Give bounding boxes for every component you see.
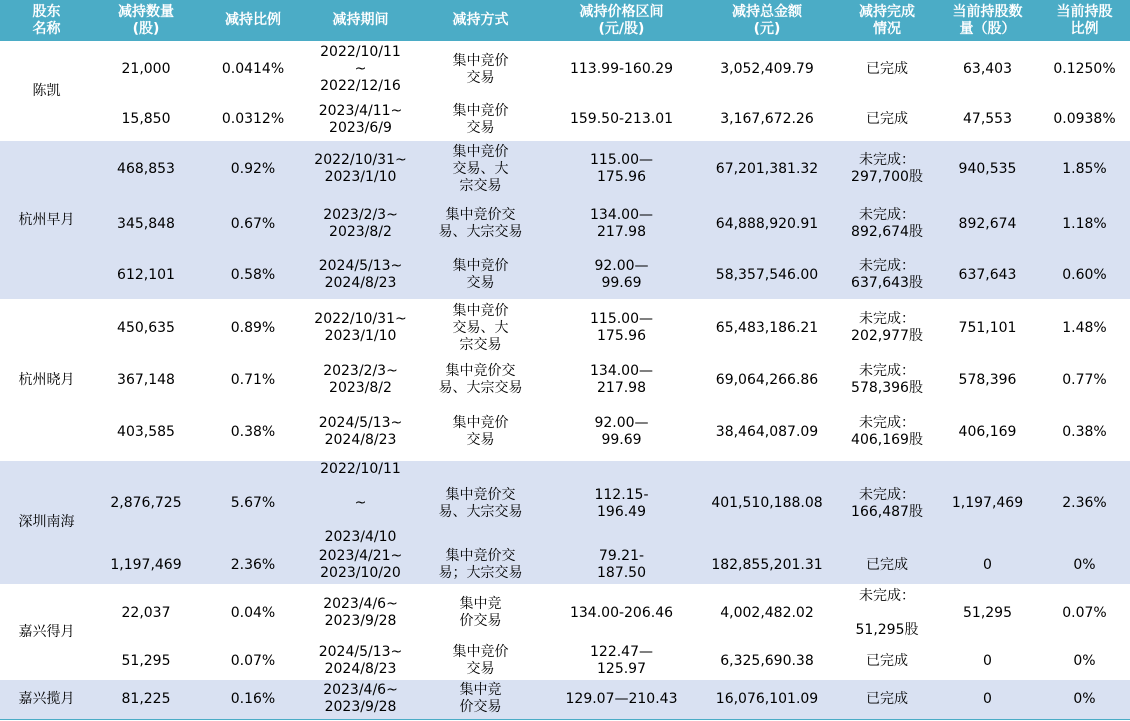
price-cell: 92.00— 99.69: [547, 403, 696, 461]
period-cell: 2024/5/13~ 2024/8/23: [307, 251, 414, 299]
shareholder-group: [0, 141, 1130, 299]
method-cell: 集中竞价 交易: [414, 642, 547, 680]
ratio-cell: 0.16%: [199, 680, 307, 719]
holding-cell: 637,643: [936, 251, 1039, 299]
holding-ratio-cell: 1.48%: [1039, 299, 1130, 357]
ratio-cell: 0.71%: [199, 357, 307, 403]
holding-ratio-cell: 0.38%: [1039, 403, 1130, 461]
period-cell: 2022/10/11 ~ 2022/12/16: [307, 41, 414, 98]
amount-cell: 64,888,920.91: [696, 197, 838, 251]
period-cell: 2022/10/31~ 2023/1/10: [307, 299, 414, 357]
header-holding: 当前持股数 量（股）: [936, 0, 1039, 41]
holding-ratio-cell: 0.0938%: [1039, 98, 1130, 141]
method-cell: 集中竞价 交易: [414, 251, 547, 299]
header-row: [0, 0, 1130, 41]
header-shareholder: 股东 名称: [0, 0, 93, 41]
header-method: 减持方式: [414, 0, 547, 41]
method-cell: 集中竞价 交易: [414, 98, 547, 141]
shareholder-group: [0, 461, 1130, 584]
holding-ratio-cell: 2.36%: [1039, 461, 1130, 546]
amount-cell: 3,052,409.79: [696, 41, 838, 98]
period-cell: 2023/2/3~ 2023/8/2: [307, 357, 414, 403]
price-cell: 129.07—210.43: [547, 680, 696, 719]
table-row: [0, 197, 1130, 251]
period-cell: 2022/10/31~ 2023/1/10: [307, 141, 414, 197]
qty-cell: 81,225: [93, 680, 199, 719]
price-cell: 159.50-213.01: [547, 98, 696, 141]
qty-cell: 51,295: [93, 642, 199, 680]
ratio-cell: 0.0414%: [199, 41, 307, 98]
period-cell: 2022/10/11 ~ 2023/4/10: [307, 461, 414, 546]
amount-cell: 401,510,188.08: [696, 461, 838, 546]
amount-cell: 58,357,546.00: [696, 251, 838, 299]
qty-cell: 367,148: [93, 357, 199, 403]
shareholder-name-cell: 杭州晓月: [0, 299, 93, 461]
qty-cell: 612,101: [93, 251, 199, 299]
shareholder-name-cell: 深圳南海: [0, 461, 93, 584]
holding-cell: 892,674: [936, 197, 1039, 251]
status-cell: 未完成： 892,674股: [838, 197, 936, 251]
ratio-cell: 0.89%: [199, 299, 307, 357]
header-period: 减持期间: [307, 0, 414, 41]
method-cell: 集中竞 价交易: [414, 680, 547, 719]
holding-ratio-cell: 0.1250%: [1039, 41, 1130, 98]
shareholder-group: [0, 680, 1130, 719]
shareholder-group: [0, 299, 1130, 461]
table-row: [0, 584, 1130, 642]
amount-cell: 65,483,186.21: [696, 299, 838, 357]
amount-cell: 38,464,087.09: [696, 403, 838, 461]
status-cell: 已完成: [838, 41, 936, 98]
amount-cell: 16,076,101.09: [696, 680, 838, 719]
holding-ratio-cell: 0%: [1039, 642, 1130, 680]
holding-cell: 0: [936, 642, 1039, 680]
qty-cell: 468,853: [93, 141, 199, 197]
method-cell: 集中竞 价交易: [414, 584, 547, 642]
header-ratio: 减持比例: [199, 0, 307, 41]
status-cell: 未完成： 297,700股: [838, 141, 936, 197]
status-cell: 已完成: [838, 546, 936, 584]
ratio-cell: 5.67%: [199, 461, 307, 546]
period-cell: 2023/4/11~ 2023/6/9: [307, 98, 414, 141]
amount-cell: 4,002,482.02: [696, 584, 838, 642]
shareholder-group: [0, 584, 1130, 680]
period-cell: 2024/5/13~ 2024/8/23: [307, 403, 414, 461]
status-cell: 未完成： 202,977股: [838, 299, 936, 357]
shareholder-name-cell: 嘉兴得月: [0, 584, 93, 680]
holding-ratio-cell: 0%: [1039, 680, 1130, 719]
qty-cell: 21,000: [93, 41, 199, 98]
method-cell: 集中竞价交 易；大宗交易: [414, 546, 547, 584]
status-cell: 未完成： 166,487股: [838, 461, 936, 546]
holding-ratio-cell: 0%: [1039, 546, 1130, 584]
table-row: [0, 461, 1130, 546]
method-cell: 集中竞价 交易: [414, 403, 547, 461]
amount-cell: 3,167,672.26: [696, 98, 838, 141]
status-cell: 已完成: [838, 98, 936, 141]
price-cell: 134.00— 217.98: [547, 357, 696, 403]
qty-cell: 15,850: [93, 98, 199, 141]
holding-ratio-cell: 1.18%: [1039, 197, 1130, 251]
header-status: 减持完成 情况: [838, 0, 936, 41]
price-cell: 113.99-160.29: [547, 41, 696, 98]
qty-cell: 2,876,725: [93, 461, 199, 546]
table-row: [0, 357, 1130, 403]
status-cell: 未完成： 637,643股: [838, 251, 936, 299]
holding-ratio-cell: 0.77%: [1039, 357, 1130, 403]
qty-cell: 22,037: [93, 584, 199, 642]
table-row: [0, 41, 1130, 98]
qty-cell: 345,848: [93, 197, 199, 251]
ratio-cell: 0.38%: [199, 403, 307, 461]
table-row: [0, 141, 1130, 197]
period-cell: 2024/5/13~ 2024/8/23: [307, 642, 414, 680]
table-row: [0, 299, 1130, 357]
status-cell: 未完成： 406,169股: [838, 403, 936, 461]
ratio-cell: 2.36%: [199, 546, 307, 584]
header-amount: 减持总金额 (元): [696, 0, 838, 41]
header-holding-ratio: 当前持股 比例: [1039, 0, 1130, 41]
qty-cell: 450,635: [93, 299, 199, 357]
table-row: [0, 403, 1130, 461]
shareholder-group: [0, 41, 1130, 141]
qty-cell: 403,585: [93, 403, 199, 461]
status-cell: 未完成： 578,396股: [838, 357, 936, 403]
header-price: 减持价格区间 (元/股): [547, 0, 696, 41]
table-row: [0, 680, 1130, 719]
amount-cell: 182,855,201.31: [696, 546, 838, 584]
holding-ratio-cell: 0.07%: [1039, 584, 1130, 642]
shareholder-name-cell: 陈凯: [0, 41, 93, 141]
holding-ratio-cell: 1.85%: [1039, 141, 1130, 197]
holding-cell: 0: [936, 680, 1039, 719]
holding-cell: 578,396: [936, 357, 1039, 403]
holding-cell: 406,169: [936, 403, 1039, 461]
price-cell: 115.00— 175.96: [547, 141, 696, 197]
price-cell: 112.15- 196.49: [547, 461, 696, 546]
period-cell: 2023/4/6~ 2023/9/28: [307, 584, 414, 642]
status-cell: 已完成: [838, 642, 936, 680]
ratio-cell: 0.58%: [199, 251, 307, 299]
holding-cell: 0: [936, 546, 1039, 584]
price-cell: 79.21- 187.50: [547, 546, 696, 584]
ratio-cell: 0.0312%: [199, 98, 307, 141]
price-cell: 115.00— 175.96: [547, 299, 696, 357]
amount-cell: 67,201,381.32: [696, 141, 838, 197]
method-cell: 集中竞价 交易、大 宗交易: [414, 299, 547, 357]
price-cell: 134.00— 217.98: [547, 197, 696, 251]
header-qty: 减持数量 (股): [93, 0, 199, 41]
holding-cell: 1,197,469: [936, 461, 1039, 546]
table-row: [0, 98, 1130, 141]
price-cell: 92.00— 99.69: [547, 251, 696, 299]
holding-cell: 47,553: [936, 98, 1039, 141]
amount-cell: 6,325,690.38: [696, 642, 838, 680]
ratio-cell: 0.07%: [199, 642, 307, 680]
method-cell: 集中竞价交 易、大宗交易: [414, 197, 547, 251]
table-row: [0, 642, 1130, 680]
table-row: [0, 546, 1130, 584]
status-cell: 已完成: [838, 680, 936, 719]
ratio-cell: 0.67%: [199, 197, 307, 251]
period-cell: 2023/4/6~ 2023/9/28: [307, 680, 414, 719]
method-cell: 集中竞价交 易、大宗交易: [414, 461, 547, 546]
method-cell: 集中竞价交 易、大宗交易: [414, 357, 547, 403]
price-cell: 122.47— 125.97: [547, 642, 696, 680]
price-cell: 134.00-206.46: [547, 584, 696, 642]
holding-cell: 63,403: [936, 41, 1039, 98]
holding-cell: 751,101: [936, 299, 1039, 357]
method-cell: 集中竞价 交易、大 宗交易: [414, 141, 547, 197]
holding-cell: 940,535: [936, 141, 1039, 197]
qty-cell: 1,197,469: [93, 546, 199, 584]
shareholder-name-cell: 嘉兴揽月: [0, 680, 93, 719]
period-cell: 2023/2/3~ 2023/8/2: [307, 197, 414, 251]
period-cell: 2023/4/21~ 2023/10/20: [307, 546, 414, 584]
holding-cell: 51,295: [936, 584, 1039, 642]
method-cell: 集中竞价 交易: [414, 41, 547, 98]
shareholder-name-cell: 杭州早月: [0, 141, 93, 299]
ratio-cell: 0.04%: [199, 584, 307, 642]
amount-cell: 69,064,266.86: [696, 357, 838, 403]
table-header: [0, 0, 1130, 41]
ratio-cell: 0.92%: [199, 141, 307, 197]
holding-ratio-cell: 0.60%: [1039, 251, 1130, 299]
status-cell: 未完成： 51,295股: [838, 584, 936, 642]
table-row: [0, 251, 1130, 299]
